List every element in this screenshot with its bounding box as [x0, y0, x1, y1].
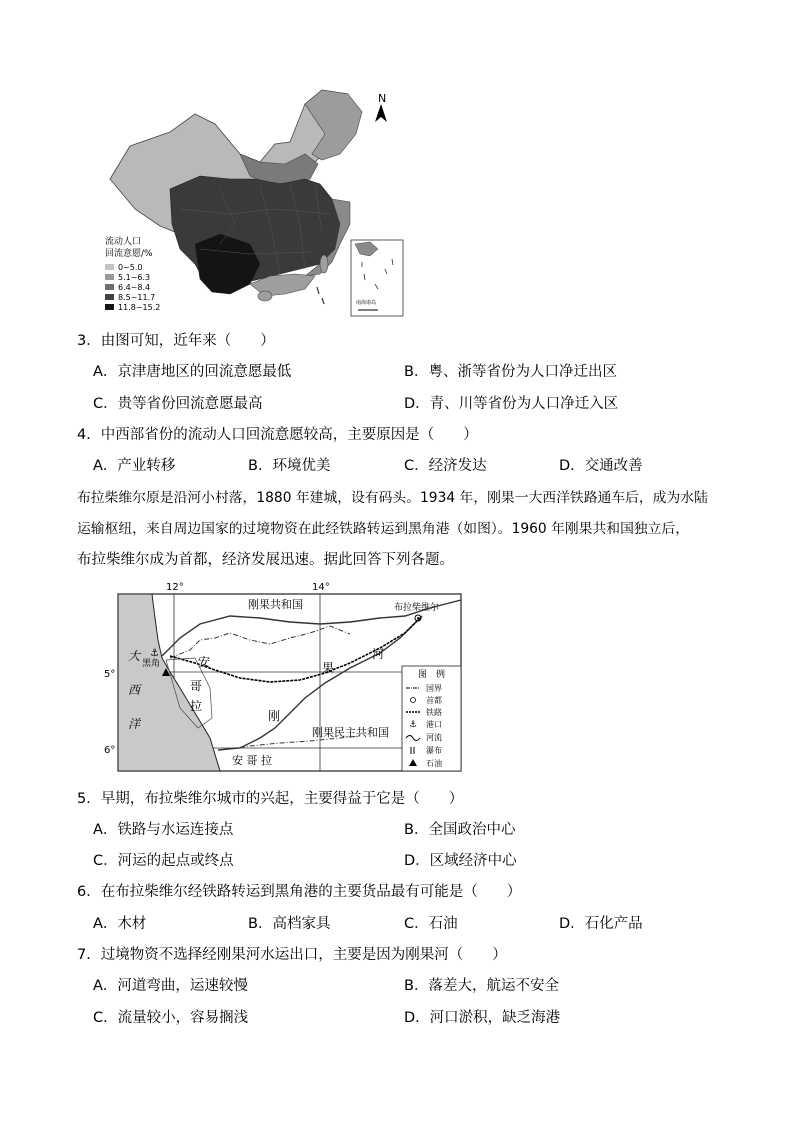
legend-river: 河流: [426, 733, 442, 742]
legend-waterfall: 瀑布: [426, 746, 442, 755]
china-population-map: [100, 84, 420, 322]
q3-option-b[interactable]: B．粤、浙等省份为人口净迁出区: [404, 364, 617, 380]
angola-bottom-label: 安 哥 拉: [232, 754, 272, 767]
anchor-icon: ⚓: [150, 648, 159, 659]
map-taiwan: [320, 255, 328, 273]
q4-option-a[interactable]: A．产业转移: [93, 458, 176, 474]
lon-12-label: 12°: [166, 582, 184, 593]
q3-option-a[interactable]: A．京津唐地区的回流意愿最低: [93, 364, 292, 380]
north-label: N: [378, 92, 387, 105]
q7-stem: 7．过境物资不选择经刚果河水运出口，主要是因为刚果河（ ）: [77, 947, 507, 963]
legend-label: 11.8~15.2: [118, 303, 161, 312]
congo-char-2: 果: [322, 661, 335, 675]
drc-label: 刚果民主共和国: [312, 726, 389, 739]
q4-option-d[interactable]: D．交通改善: [559, 458, 643, 474]
legend-title-2: 回流意愿/%: [105, 249, 153, 259]
q7-option-b[interactable]: B．落差大，航运不安全: [404, 978, 559, 994]
country-congo-label: 刚果共和国: [248, 598, 303, 611]
q3-stem: 3．由图可知，近年来（ ）: [77, 333, 275, 349]
lat-6-label: 6°: [104, 745, 116, 756]
passage-line-3: 布拉柴维尔成为首都，经济发展迅速。据此回答下列各题。: [77, 552, 454, 568]
q5-option-b[interactable]: B．全国政治中心: [404, 822, 516, 838]
angola-char-1: 安: [198, 655, 211, 669]
congo-char-3: 河: [372, 647, 385, 661]
legend-capital: 首都: [426, 696, 442, 705]
q6-stem: 6．在布拉柴维尔经铁路转运到黑角港的主要货品最有可能是（ ）: [77, 884, 522, 900]
q3-option-d[interactable]: D．青、川等省份为人口净迁入区: [404, 396, 619, 412]
legend-port: 港口: [426, 720, 442, 729]
legend-title-1: 流动人口: [105, 237, 142, 247]
q7-option-c[interactable]: C．流量较小，容易搁浅: [93, 1010, 249, 1026]
svg-text:⚓: ⚓: [409, 720, 418, 730]
legend-oil: 石油: [426, 759, 442, 768]
q7-option-a[interactable]: A．河道弯曲，运速较慢: [93, 978, 248, 994]
angola-char-2: 哥: [190, 679, 203, 693]
q6-option-a[interactable]: A．木材: [93, 916, 147, 932]
legend-swatch: [105, 304, 114, 310]
inset-label: 南海诸岛: [356, 300, 377, 306]
legend-swatch: [105, 294, 114, 300]
lat-5-label: 5°: [104, 669, 116, 680]
map-hainan: [258, 291, 272, 301]
legend-railway: 铁路: [426, 708, 442, 717]
q6-option-c[interactable]: C．石油: [404, 916, 458, 932]
q4-option-b[interactable]: B．环境优美: [248, 458, 331, 474]
north-arrow-icon: [375, 104, 387, 122]
q5-option-c[interactable]: C．河运的起点或终点: [93, 853, 234, 869]
capital-label: 布拉柴维尔: [394, 603, 440, 613]
legend-boundary: 国界: [426, 684, 442, 693]
legend-swatch: [105, 264, 114, 270]
lon-14-label: 14°: [312, 582, 330, 593]
legend-label: 6.4~8.4: [118, 283, 151, 292]
q7-option-d[interactable]: D．河口淤积，缺乏海港: [404, 1010, 561, 1026]
q6-option-b[interactable]: B．高档家具: [248, 916, 331, 932]
angola-char-3: 拉: [190, 699, 203, 713]
q5-stem: 5．早期，布拉柴维尔城市的兴起，主要得益于它是（ ）: [77, 791, 464, 807]
q3-option-c[interactable]: C．贵等省份回流意愿最高: [93, 396, 263, 412]
legend-label: 8.5~11.7: [118, 293, 156, 302]
passage-line-1: 布拉柴维尔原是沿河小村落，1880 年建城，设有码头。1934 年，刚果一大西洋铁路通车后，成为水陆: [77, 490, 708, 506]
ocean-char-3: 洋: [128, 717, 141, 731]
q4-option-c[interactable]: C．经济发达: [404, 458, 487, 474]
congo-char-1: 刚: [268, 709, 281, 723]
q5-option-d[interactable]: D．区域经济中心: [404, 853, 517, 869]
congo-map: [100, 578, 470, 774]
passage-line-2: 运输枢纽，来自周边国家的过境物资在此经铁路转运到黑角港（如图）。1960 年刚果共和国独立后，: [77, 521, 690, 537]
ocean-char-1: 大: [128, 649, 141, 663]
map2-legend-title: 图 例: [418, 670, 446, 680]
map1-legend: [105, 235, 160, 312]
legend-label: 5.1~6.3: [118, 273, 151, 282]
q4-stem: 4．中西部省份的流动人口回流意愿较高，主要原因是（ ）: [77, 427, 478, 443]
legend-label: 0~5.0: [118, 263, 143, 272]
legend-swatch: [105, 274, 114, 280]
q5-option-a[interactable]: A．铁路与水运连接点: [93, 822, 234, 838]
legend-swatch: [105, 284, 114, 290]
map2-legend-box: [402, 666, 461, 771]
ocean-char-2: 西: [128, 683, 141, 697]
q6-option-d[interactable]: D．石化产品: [559, 916, 643, 932]
port-label: 黑角: [142, 659, 161, 669]
